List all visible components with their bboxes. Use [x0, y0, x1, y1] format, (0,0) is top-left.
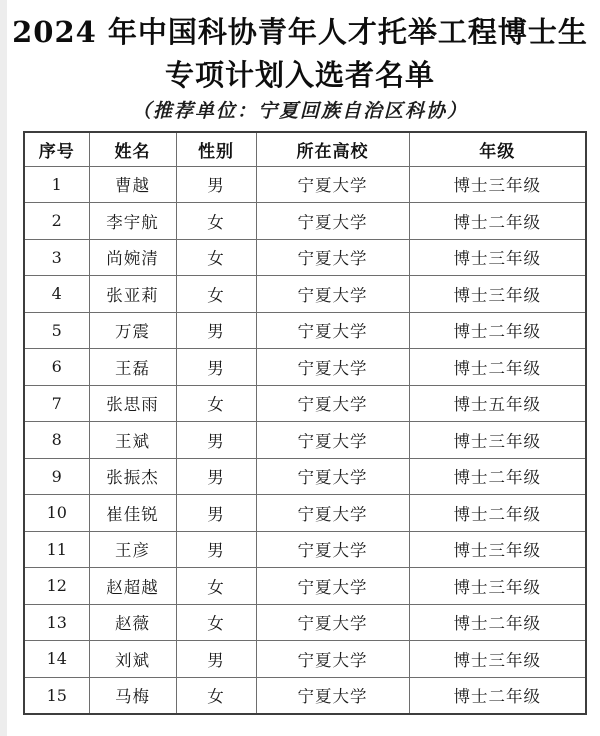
- cell-gender: 男: [176, 458, 256, 495]
- cell-grade: 博士三年级: [409, 641, 586, 678]
- cell-university: 宁夏大学: [256, 385, 409, 422]
- cell-name: 刘斌: [89, 641, 176, 678]
- cell-index: 9: [24, 458, 89, 495]
- header-grade: 年级: [409, 132, 586, 166]
- cell-index: 14: [24, 641, 89, 678]
- table-row: [24, 422, 586, 459]
- cell-index: 4: [24, 276, 89, 313]
- cell-gender: 女: [176, 385, 256, 422]
- cell-university: 宁夏大学: [256, 677, 409, 714]
- cell-grade: 博士二年级: [409, 349, 586, 386]
- cell-grade: 博士二年级: [409, 458, 586, 495]
- table-row: [24, 531, 586, 568]
- table-row: [24, 604, 586, 641]
- cell-name: 赵薇: [89, 604, 176, 641]
- cell-university: 宁夏大学: [256, 604, 409, 641]
- cell-university: 宁夏大学: [256, 568, 409, 605]
- table-row: [24, 203, 586, 240]
- cell-index: 2: [24, 203, 89, 240]
- cell-name: 马梅: [89, 677, 176, 714]
- cell-university: 宁夏大学: [256, 166, 409, 203]
- cell-index: 12: [24, 568, 89, 605]
- cell-index: 7: [24, 385, 89, 422]
- cell-grade: 博士三年级: [409, 239, 586, 276]
- cell-name: 张思雨: [89, 385, 176, 422]
- cell-grade: 博士三年级: [409, 276, 586, 313]
- cell-name: 尚婉清: [89, 239, 176, 276]
- cell-index: 10: [24, 495, 89, 532]
- table-row: [24, 641, 586, 678]
- header-gender: 性别: [176, 132, 256, 166]
- table-row: [24, 276, 586, 313]
- cell-gender: 女: [176, 604, 256, 641]
- cell-grade: 博士三年级: [409, 422, 586, 459]
- cell-grade: 博士二年级: [409, 203, 586, 240]
- cell-name: 王斌: [89, 422, 176, 459]
- header-name: 姓名: [89, 132, 176, 166]
- cell-index: 1: [24, 166, 89, 203]
- cell-university: 宁夏大学: [256, 495, 409, 532]
- cell-university: 宁夏大学: [256, 239, 409, 276]
- cell-index: 15: [24, 677, 89, 714]
- cell-gender: 女: [176, 677, 256, 714]
- page-title-line2: 专项计划入选者名单: [164, 58, 435, 92]
- cell-grade: 博士二年级: [409, 604, 586, 641]
- cell-name: 张振杰: [89, 458, 176, 495]
- cell-name: 王磊: [89, 349, 176, 386]
- table-row: [24, 458, 586, 495]
- cell-university: 宁夏大学: [256, 641, 409, 678]
- cell-grade: 博士三年级: [409, 531, 586, 568]
- table-row: [24, 677, 586, 714]
- cell-university: 宁夏大学: [256, 276, 409, 313]
- cell-gender: 女: [176, 239, 256, 276]
- cell-name: 赵超越: [89, 568, 176, 605]
- cell-university: 宁夏大学: [256, 458, 409, 495]
- cell-index: 13: [24, 604, 89, 641]
- table-header-row: [24, 132, 586, 166]
- cell-university: 宁夏大学: [256, 312, 409, 349]
- cell-grade: 博士三年级: [409, 568, 586, 605]
- recommending-unit-subtitle: （推荐单位：宁夏回族自治区科协）: [131, 100, 468, 122]
- cell-name: 李宇航: [89, 203, 176, 240]
- cell-index: 11: [24, 531, 89, 568]
- cell-gender: 女: [176, 203, 256, 240]
- header-university: 所在高校: [256, 132, 409, 166]
- cell-name: 张亚莉: [89, 276, 176, 313]
- cell-grade: 博士二年级: [409, 312, 586, 349]
- cell-grade: 博士三年级: [409, 166, 586, 203]
- cell-grade: 博士二年级: [409, 677, 586, 714]
- cell-gender: 男: [176, 312, 256, 349]
- cell-gender: 男: [176, 349, 256, 386]
- cell-name: 王彦: [89, 531, 176, 568]
- table-row: [24, 166, 586, 203]
- cell-gender: 男: [176, 531, 256, 568]
- cell-gender: 男: [176, 641, 256, 678]
- table-row: [24, 568, 586, 605]
- cell-university: 宁夏大学: [256, 531, 409, 568]
- header-index: 序号: [24, 132, 89, 166]
- cell-grade: 博士二年级: [409, 495, 586, 532]
- cell-name: 崔佳锐: [89, 495, 176, 532]
- cell-index: 5: [24, 312, 89, 349]
- cell-university: 宁夏大学: [256, 203, 409, 240]
- cell-name: 万震: [89, 312, 176, 349]
- cell-name: 曹越: [89, 166, 176, 203]
- table-row: [24, 385, 586, 422]
- cell-gender: 男: [176, 422, 256, 459]
- page-title-line1: 2024 年中国科协青年人才托举工程博士生: [12, 15, 588, 49]
- cell-gender: 女: [176, 276, 256, 313]
- cell-index: 3: [24, 239, 89, 276]
- table-row: [24, 239, 586, 276]
- cell-gender: 男: [176, 495, 256, 532]
- table-row: [24, 349, 586, 386]
- cell-gender: 女: [176, 568, 256, 605]
- cell-university: 宁夏大学: [256, 349, 409, 386]
- cell-university: 宁夏大学: [256, 422, 409, 459]
- cell-index: 8: [24, 422, 89, 459]
- cell-gender: 男: [176, 166, 256, 203]
- table-row: [24, 312, 586, 349]
- table-row: [24, 495, 586, 532]
- selectee-roster-table: [23, 131, 587, 715]
- cell-grade: 博士五年级: [409, 385, 586, 422]
- cell-index: 6: [24, 349, 89, 386]
